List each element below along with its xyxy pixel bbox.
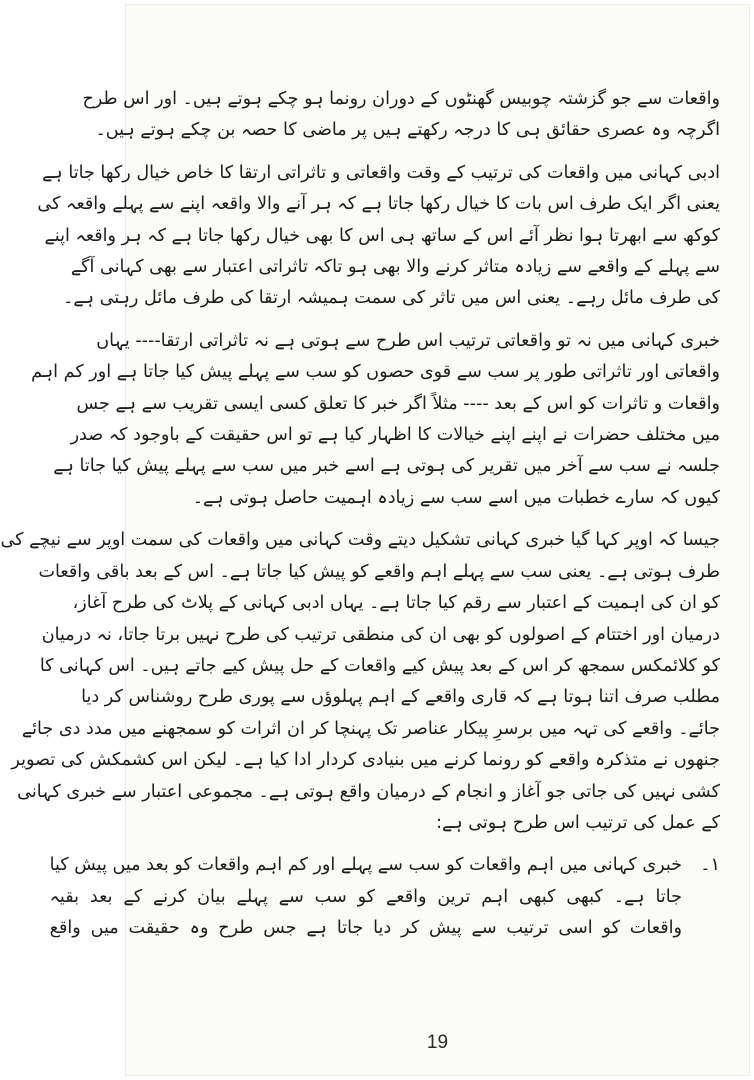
text-line: اگرچہ وہ عصری حقائق ہی کا درجہ رکھتے ہیں پر ماضی کا حصہ بن چکے ہوتے ہیں۔	[95, 120, 720, 141]
text-line: کو ان کی اہمیت کے اعتبار سے رقم کیا جاتا ہے۔ یہاں ادبی کہانی کے پلاٹ کی طرح آغاز،	[72, 593, 720, 614]
text-line: کے عمل کی ترتیب اس طرح ہوتی ہے:	[436, 812, 720, 833]
paragraph-1	[82, 84, 720, 147]
text-line: جنھوں نے متذکرہ واقعے کو رونما کرنے میں بنیادی کردار ادا کیا ہے۔ لیکن اس کشمکش کی تصویر	[11, 750, 720, 771]
text-line: کو کلائمکس سمجھ کر اس کے بعد پیش کیے واقعات کے حل پیش کیے جاتے ہیں۔ اس کہانی کا	[39, 655, 720, 676]
paragraph-2	[37, 158, 720, 315]
text-line: کیوں کہ سارے خطبات میں اسے سب سے زیادہ اہمیت حاصل ہوتی ہے۔	[192, 487, 720, 508]
text-line: ادبی کہانی میں واقعات کی ترتیب کے وقت واقعاتی و تاثراتی ارتقا کا خاص خیال رکھا جاتا ہے	[42, 162, 720, 183]
text-line: کشی نہیں کی جاتی جو آغاز و انجام کے درمیان واقع ہوتی ہے۔ مجموعی اعتبار سے خبری کہانی	[17, 781, 720, 802]
text-line: جلسہ نے سب سے آخر میں تقریر کی ہوتی ہے اسے خبر میں سب سے پہلے پیش کیا جاتا ہے	[53, 456, 720, 477]
text-line: یعنی اگر ایک طرف اس بات کا خیال رکھا جاتا ہے کہ ہر آنے والا واقعہ اپنے سے پہلے واقعہ کی	[37, 194, 720, 215]
text-line: واقعات کو اسی ترتیب سے پیش کر دیا جاتا ہے جس طرح وہ حقیقت میں واقع	[49, 918, 682, 939]
page-number: 19	[426, 1032, 449, 1053]
text-line: واقعاتی اور تاثراتی طور پر سب سے قوی حصوں کو سب سے پہلے پیش کیا جاتا ہے اور کم اہم	[31, 362, 720, 383]
text-line: جاتا ہے۔ کبھی کبھی اہم ترین واقعے کو سب سے پہلے بیان کرنے کے بعد بقیہ	[49, 886, 682, 907]
text-line: واقعات سے جو گزشتہ چوبیس گھنٹوں کے دوران رونما ہو چکے ہوتے ہیں۔ اور اس طرح	[82, 89, 720, 109]
text-line: خبری کہانی میں اہم واقعات کو سب سے پہلے اور کم اہم واقعات کو بعد میں پیش کیا	[49, 855, 682, 876]
book-page	[0, 4, 750, 1076]
text-line: جیسا کہ اوپر کہا گیا خبری کہانی تشکیل دیتے وقت کہانی میں واقعات کی سمت اوپر سے نیچے کی	[0, 530, 720, 551]
paragraph-3	[31, 326, 720, 514]
paragraph-4	[0, 525, 720, 839]
text-line: سے پہلے کے واقعے سے زیادہ متاثر کرنے والا بھی ہو تاکہ تاثراتی اعتبار سے بھی کہانی آگے	[70, 257, 720, 278]
text-line: مطلب صرف اتنا ہوتا ہے کہ قاری واقعے کے اہم پہلوؤں سے پوری طرح روشناس کر دیا	[81, 687, 720, 708]
numbered-list-item	[49, 850, 720, 944]
page-body	[0, 84, 720, 945]
list-item-text	[50, 850, 682, 944]
text-line: جائے۔ واقعے کی تہہ میں برسرِ پیکار عناصر تک پہنچا کر ان اثرات کو سمجھنے میں مدد دی جائے	[21, 718, 720, 739]
text-line: درمیان اور اختتام کے اصولوں کو بھی ان کی منطقی ترتیب کی طرح نہیں برتا جاتا، نہ درمیان	[41, 624, 720, 645]
list-item-number: ۱۔	[700, 855, 720, 876]
text-line: کی طرف مائل رہے۔ یعنی اس میں تاثر کی سمت ہمیشہ ارتقا کی طرف مائل رہتی ہے۔	[63, 288, 720, 309]
text-line: طرف ہوتی ہے۔ یعنی سب سے پہلے اہم واقعے کو پیش کیا جاتا ہے۔ اس کے بعد باقی واقعات	[38, 561, 720, 582]
text-line: واقعات و تاثرات کو اس کے بعد ---- مثلاً اگر خبر کا تعلق کسی ایسی تقریب سے ہے جس	[76, 393, 720, 414]
text-line: خبری کہانی میں نہ تو واقعاتی ترتیب اس طرح سے ہوتی ہے نہ تاثراتی ارتقا---- یہاں	[96, 330, 720, 351]
text-line: میں مختلف حضرات نے اپنے اپنے خیالات کا اظہار کیا ہے تو اس حقیقت کے باوجود کہ صدر	[70, 425, 720, 446]
text-line: کوکھ سے ابھرتا ہوا نظر آئے اس کے ساتھ ہی اس کا بھی خیال رکھا جاتا ہے کہ ہر واقعہ اپنے	[44, 225, 720, 246]
